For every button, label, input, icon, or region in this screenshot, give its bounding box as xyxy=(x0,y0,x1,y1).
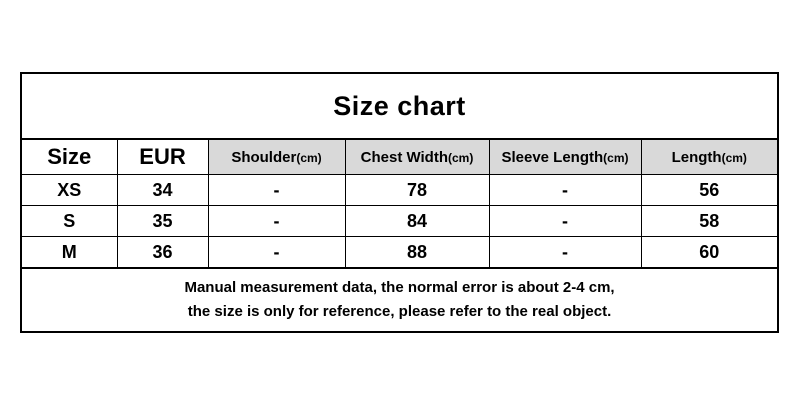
cell-chest-width: 78 xyxy=(345,175,489,206)
cell-eur: 36 xyxy=(117,237,208,269)
cell-shoulder: - xyxy=(208,237,345,269)
table-row-m xyxy=(21,237,778,269)
column-header-eur xyxy=(117,139,208,175)
table-row-xs xyxy=(21,175,778,206)
page-title: Size chart xyxy=(21,73,778,139)
column-header-label: Length xyxy=(671,148,722,166)
cell-shoulder: - xyxy=(208,175,345,206)
cell-size: XS xyxy=(21,175,117,206)
cell-sleeve-length: - xyxy=(489,206,641,237)
cell-chest-width: 88 xyxy=(345,237,489,269)
column-header-sleeve-length xyxy=(489,139,641,175)
column-header-label: Chest Width xyxy=(360,148,448,166)
column-header-label: Shoulder xyxy=(231,148,297,166)
cell-eur: 34 xyxy=(117,175,208,206)
column-header-label: Sleeve Length xyxy=(501,148,604,166)
column-header-chest-width xyxy=(345,139,489,175)
title-row xyxy=(21,73,778,139)
cell-eur: 35 xyxy=(117,206,208,237)
footer-note xyxy=(21,268,778,332)
header-row xyxy=(21,139,778,175)
cell-length: 56 xyxy=(641,175,778,206)
column-header-shoulder xyxy=(208,139,345,175)
cell-shoulder: - xyxy=(208,206,345,237)
column-header-length xyxy=(641,139,778,175)
table-row-s xyxy=(21,206,778,237)
cell-chest-width: 84 xyxy=(345,206,489,237)
footer-note-line1: Manual measurement data, the normal error is about 2-4 cm, xyxy=(184,279,615,296)
column-header-label: EUR xyxy=(139,144,186,169)
footer-note-line2: the size is only for reference, please refer to the real object. xyxy=(187,303,612,320)
column-header-unit: (cm) xyxy=(448,150,474,165)
column-header-unit: (cm) xyxy=(721,150,747,165)
cell-sleeve-length: - xyxy=(489,237,641,269)
cell-size: M xyxy=(21,237,117,269)
column-header-unit: (cm) xyxy=(296,150,322,165)
cell-length: 58 xyxy=(641,206,778,237)
column-header-unit: (cm) xyxy=(603,150,629,165)
footer-row xyxy=(21,268,778,332)
cell-length: 60 xyxy=(641,237,778,269)
column-header-label: Size xyxy=(47,144,92,169)
size-chart-table xyxy=(20,72,779,333)
column-header-size xyxy=(21,139,117,175)
cell-sleeve-length: - xyxy=(489,175,641,206)
cell-size: S xyxy=(21,206,117,237)
